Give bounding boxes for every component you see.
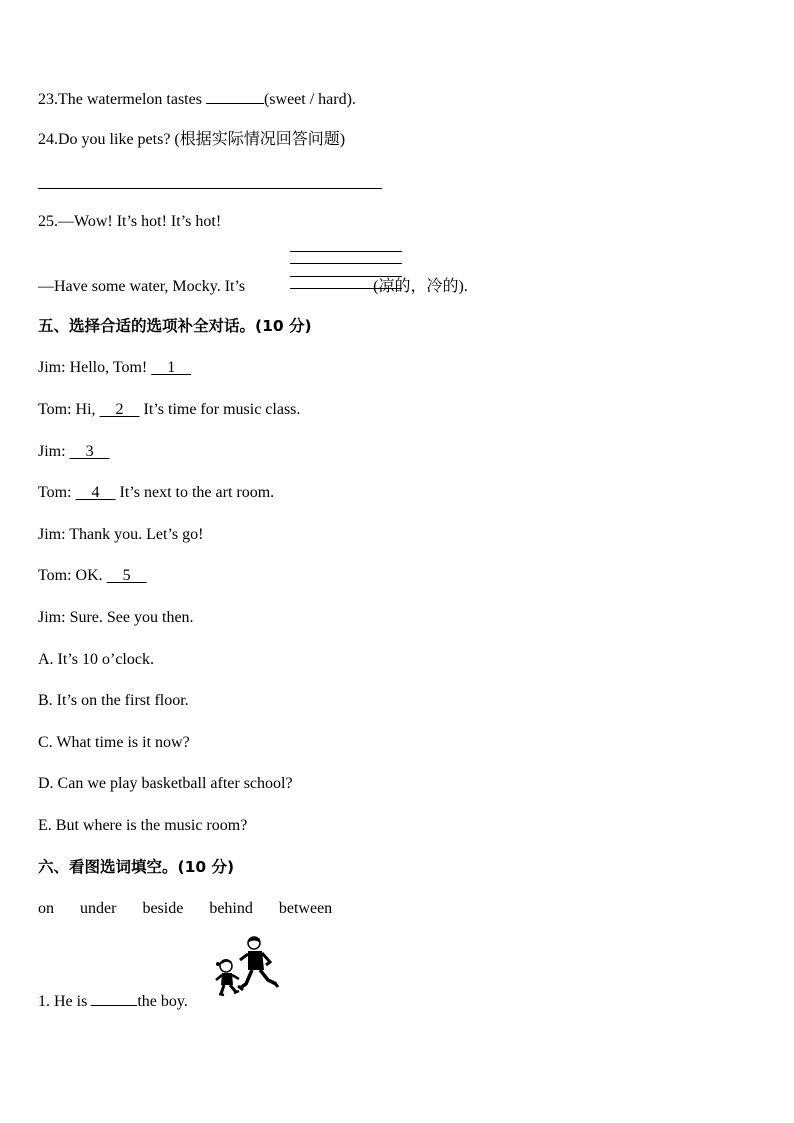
q25-line2-suffix: (凉的，冷的). — [373, 278, 468, 295]
word-option: on — [38, 900, 54, 917]
answer-blank-4: 4 — [75, 484, 116, 501]
word-option: beside — [142, 900, 184, 917]
word-option: between — [278, 900, 333, 917]
option-b: B. It’s on the first floor. — [38, 692, 189, 709]
answer-blank-3: 3 — [69, 443, 110, 460]
option-e: E. But where is the music room? — [38, 817, 248, 834]
dialogue-line: Jim: Thank you. Let’s go! — [38, 526, 204, 543]
word-option: behind — [209, 900, 253, 917]
q23-suffix: (sweet / hard). — [263, 91, 356, 108]
q25-writing-line-2 — [290, 263, 402, 264]
section-6-title: 六、看图选词填空。(10 分) — [38, 858, 235, 876]
q25-line2-prefix: —Have some water, Mocky. It’s — [38, 278, 246, 295]
dialogue-line: Jim: Hello, Tom! 1 — [38, 359, 192, 376]
answer-blank-2: 2 — [99, 401, 140, 418]
dialogue-line: Jim: Sure. See you then. — [38, 609, 194, 626]
answer-blank-1: 1 — [151, 359, 192, 376]
q23-answer-blank — [206, 88, 264, 104]
word-bank — [38, 899, 354, 919]
question-25-line1: 25.—Wow! It’s hot! It’s hot! — [38, 213, 222, 230]
answer-blank-5: 5 — [106, 567, 147, 584]
q24-answer-line — [38, 188, 382, 189]
dialogue-line: Tom: Hi, 2 It’s time for music class. — [38, 401, 301, 418]
section-5-title: 五、选择合适的选项补全对话。(10 分) — [38, 317, 312, 335]
q23-prefix: 23.The watermelon tastes — [38, 91, 202, 108]
option-c: C. What time is it now? — [38, 734, 190, 751]
dialogue-line: Tom: 4 It’s next to the art room. — [38, 484, 275, 501]
running-man-and-boy-illustration — [212, 934, 282, 1004]
section-6-question-1: 1. He is the boy. — [38, 990, 188, 1012]
word-option: under — [80, 900, 117, 917]
q6-1-answer-blank — [91, 990, 137, 1006]
dialogue-line: Jim: 3 — [38, 443, 110, 460]
q25-writing-line-1 — [290, 251, 402, 252]
option-d: D. Can we play basketball after school? — [38, 775, 293, 792]
dialogue-line: Tom: OK. 5 — [38, 567, 147, 584]
question-25-line2 — [38, 277, 468, 297]
question-24: 24.Do you like pets? (根据实际情况回答问题) — [38, 131, 346, 148]
option-a: A. It’s 10 o’clock. — [38, 651, 154, 668]
question-23 — [38, 88, 356, 110]
